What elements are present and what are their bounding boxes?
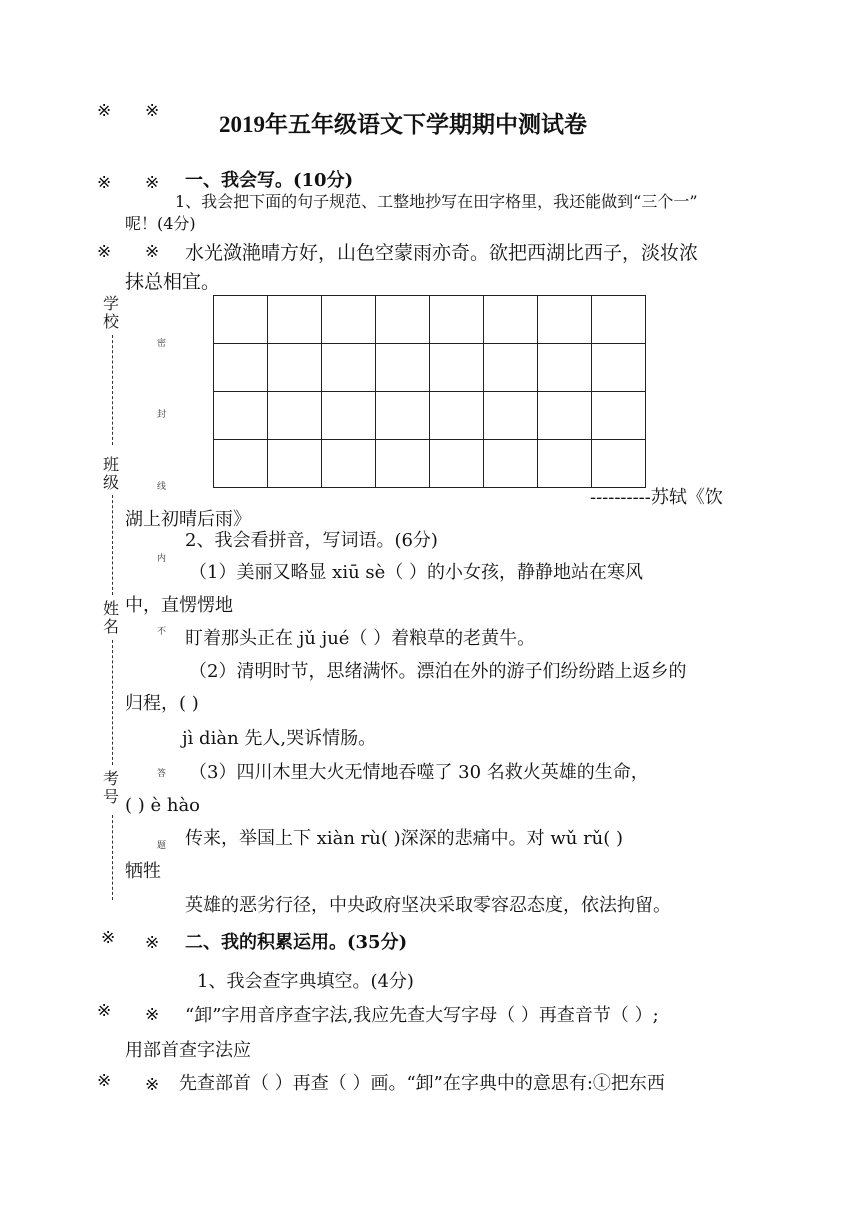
seal-char: 内 [157,554,167,564]
question-text: （3）四川木里大火无情地吞噬了 30 名救火英雄的生命， [189,762,649,783]
reference-mark: ※ [97,1001,112,1021]
reference-mark: ※ [97,1071,112,1091]
reference-mark: ※ [145,101,160,121]
question-text: “卸”字用音序查字法,我应先查大写字母（ ）再查音节（ ）; [185,1005,659,1026]
section-heading: 一、我会写。(10分) [185,170,354,191]
binding-line [112,495,113,595]
reference-mark: ※ [145,242,160,262]
seal-char: 不 [157,627,167,637]
writing-grid[interactable] [213,295,646,488]
poem-text: 水光潋滟晴方好，山色空蒙雨亦奇。欲把西湖比西子，淡妆浓 [185,242,699,264]
question-text: 盯着那头正在 jǔ jué（ ）着粮草的老黄牛。 [185,628,536,649]
reference-mark: ※ [101,928,116,948]
question-text: 中，直愣愣地 [125,595,233,616]
question-text: （1）美丽又略显 xiū sè（ ）的小女孩，静静地站在寒风 [189,562,644,583]
exam-number-label: 考号 [103,769,120,806]
seal-char: 线 [157,482,167,492]
question-text: 呢！(4分) [125,214,196,233]
section-heading: 二、我的积累运用。(35分) [185,932,408,953]
question-heading: 2、我会看拼音，写词语。(6分) [185,530,438,551]
reference-mark: ※ [97,173,112,193]
question-text: 先查部首（ ）再查（ ）画。“卸”在字典中的意思有:①把东西 [179,1073,665,1094]
reference-mark: ※ [145,1075,160,1095]
poem-attribution: ----------苏轼《饮 [590,487,723,508]
question-text: 英雄的恶劣行径，中央政府坚决采取零容忍态度，依法拘留。 [185,895,671,916]
page-title: 2019年五年级语文下学期期中测试卷 [219,112,587,137]
binding-line [112,335,113,445]
seal-char: 密 [157,339,167,349]
question-text: 归程，( ) [125,693,199,714]
question-text: 1、我会把下面的句子规范、工整地抄写在田字格里，我还能做到“三个一” [175,192,698,211]
seal-char: 封 [157,410,167,420]
question-heading: 1、我会查字典填空。(4分) [197,971,414,992]
question-text: ( ) è hào [125,795,201,816]
poem-attribution: 湖上初晴后雨》 [125,509,251,530]
question-text: 牺牲 [125,861,161,882]
seal-char: 答 [157,769,167,779]
reference-mark: ※ [145,1005,160,1025]
question-text: 传来，举国上下 xiàn rù( )深深的悲痛中。对 wǔ rǔ( ) [185,828,624,849]
binding-line [112,640,113,765]
reference-mark: ※ [145,173,160,193]
question-text: 用部首查字法应 [125,1040,251,1061]
reference-mark: ※ [97,242,112,262]
school-label: 学校 [103,294,120,331]
reference-mark: ※ [145,933,160,953]
seal-char: 题 [157,841,167,851]
class-label: 班级 [103,455,120,492]
name-label: 姓名 [103,599,120,636]
poem-text: 抹总相宜。 [125,271,221,293]
reference-mark: ※ [97,101,112,121]
binding-line [112,815,113,900]
question-text: jì diàn 先人,哭诉情肠。 [182,728,377,749]
question-text: （2）清明时节，思绪满怀。漂泊在外的游子们纷纷踏上返乡的 [189,661,687,682]
